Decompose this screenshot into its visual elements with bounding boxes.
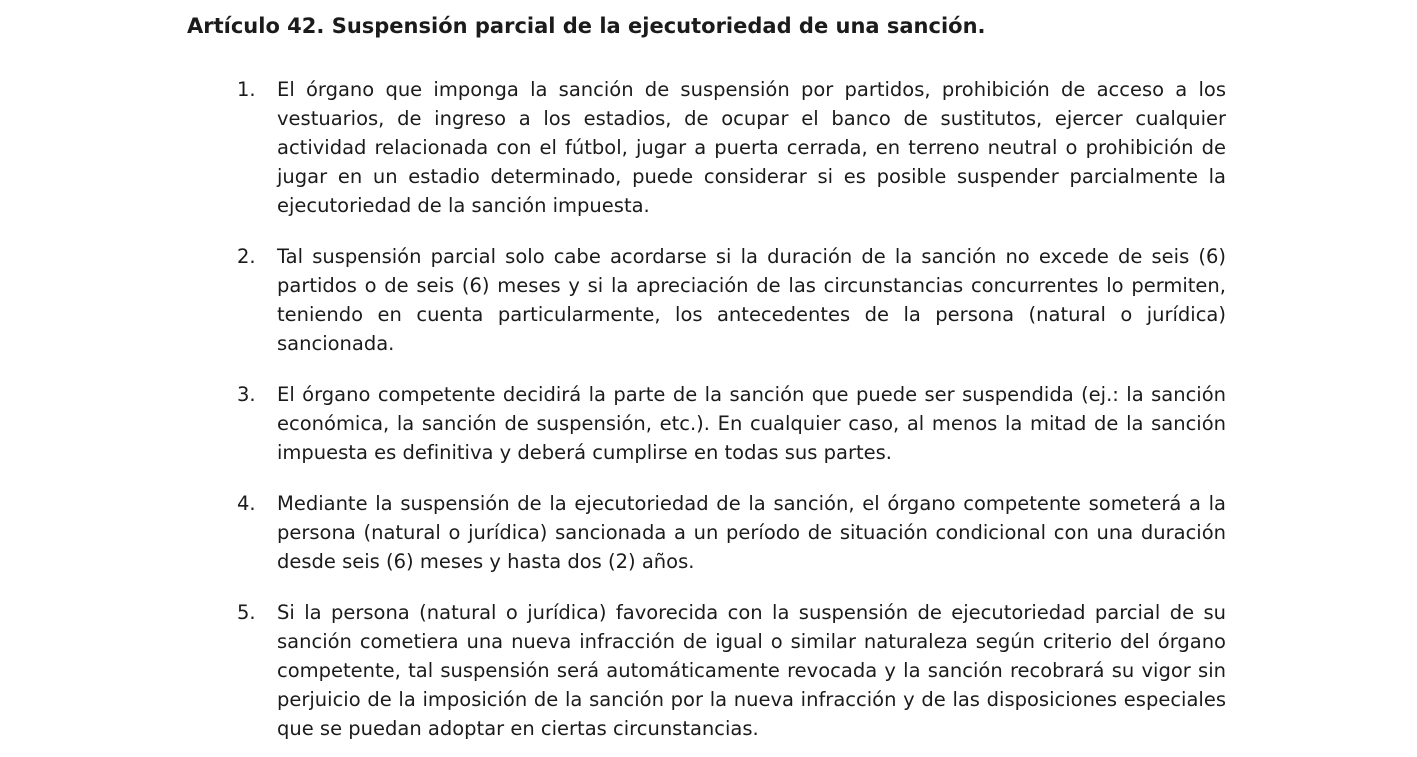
article-title: Artículo 42. Suspensión parcial de la ejecutoriedad de una sanción. — [187, 14, 986, 38]
item-number: 4. — [237, 492, 256, 515]
list-item — [237, 380, 1417, 467]
item-text: Si la persona (natural o jurídica) favorecida con la suspensión de ejecutoriedad parcial de su sanción cometiera una nueva infracción de igual o similar naturaleza según criterio del órgano competente, tal suspensión será automáticamente revocada y la sanción recobrará su vigor sin perjuicio de la imposición de la sanción por la nueva infracción y de las disposiciones especiales que se puedan adoptar en ciertas circunstancias. — [277, 601, 1226, 740]
list-item — [237, 489, 1417, 576]
list-item — [237, 598, 1417, 743]
item-text: Tal suspensión parcial solo cabe acordarse si la duración de la sanción no excede de seis (6) partidos o de seis (6) meses y si la apreciación de las circunstancias concurrentes lo permiten, teniendo en cuenta particularmente, los antecedentes de la persona (natural o jurídica) sancionada. — [277, 245, 1226, 355]
item-number: 2. — [237, 245, 256, 268]
item-text: Mediante la suspensión de la ejecutoriedad de la sanción, el órgano competente someterá a la persona (natural o jurídica) sancionada a un período de situación condicional con una duración desde seis (6) meses y hasta dos (2) años. — [277, 492, 1226, 573]
list-item — [237, 75, 1417, 220]
list-item — [237, 242, 1417, 358]
item-text: El órgano que imponga la sanción de suspensión por partidos, prohibición de acceso a los vestuarios, de ingreso a los estadios, de ocupar el banco de sustitutos, ejercer cualquier actividad relacionada con el fútbol, jugar a puerta cerrada, en terreno neutral o prohibición de jugar en un estadio determinado, puede considerar si es posible suspender parcialmente la ejecutoriedad de la sanción impuesta. — [277, 78, 1226, 217]
item-text: El órgano competente decidirá la parte de la sanción que puede ser suspendida (ej.: la sanción económica, la sanción de suspensión, etc.). En cualquier caso, al menos la mitad de la sanción impuesta es definitiva y deberá cumplirse en todas sus partes. — [277, 383, 1226, 464]
item-number: 1. — [237, 78, 256, 101]
item-number: 3. — [237, 383, 256, 406]
article-clauses-list — [237, 75, 1417, 743]
item-number: 5. — [237, 601, 256, 624]
